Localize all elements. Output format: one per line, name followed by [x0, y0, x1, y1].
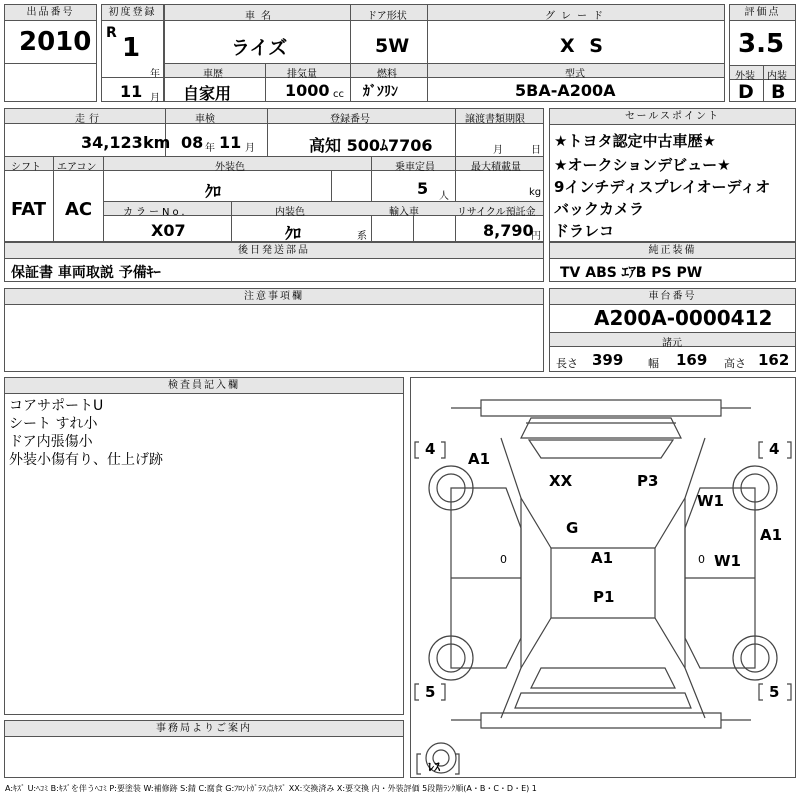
inspector-line: 外装小傷有り、仕上げ跡 — [9, 452, 163, 468]
grade-label: グレード — [545, 11, 609, 22]
ext-label: 外装 — [735, 71, 755, 82]
hgt-label: 高さ — [724, 357, 746, 370]
spare-tire: ﾚｽ — [428, 760, 441, 774]
recycle-label: リサイクル預託金 — [457, 207, 536, 218]
capacity-label: 乗車定員 — [395, 162, 435, 173]
sales-point: ★オークションデビュー★ — [554, 156, 731, 174]
capacity-unit: 人 — [439, 191, 449, 202]
car-outline-diagram — [411, 378, 795, 777]
int-color-unit: 系 — [357, 231, 367, 242]
capacity: 5 — [417, 179, 429, 198]
later-parts-label: 後日発送部品 — [5, 243, 543, 259]
reg-label: 初度登録 — [102, 5, 163, 21]
damage-mark: P3 — [637, 472, 659, 490]
shift-label: シフト — [11, 162, 41, 173]
damage-legend: A:ｷｽﾞ U:ﾍｺﾐ B:ｷｽﾞを伴うﾍｺﾐ P:要塗装 W:補修跡 S:錆 C:腐食 G:ﾌﾛﾝﾄｶﾞﾗｽ点ｷｽﾞ XX:交換済み X:要交換 内・外装評価 5段階ﾗﾝｸ順(A・B・C・D・E) 1 — [5, 784, 537, 793]
reg-year: 1 — [122, 33, 141, 63]
length: 399 — [592, 351, 624, 369]
notes-label: 注意事項欄 — [5, 289, 543, 305]
insp-month: 11 — [219, 133, 242, 152]
later-parts-box — [4, 242, 544, 282]
sales-point: 9インチディスプレイオーディオ — [554, 178, 771, 196]
disp-label: 排気量 — [287, 69, 317, 80]
tire-rl-depth: 5 — [425, 683, 436, 701]
damage-mark: W1 — [697, 492, 724, 510]
details-box — [4, 108, 544, 242]
grade: X S — [560, 35, 607, 57]
inspector-box — [4, 377, 404, 715]
sales-point: バックカメラ — [554, 200, 645, 218]
damage-mark: XX — [549, 472, 573, 490]
door: 5W — [375, 35, 410, 57]
color-no-label: カラーNo. — [123, 207, 188, 218]
ac: AC — [65, 199, 93, 220]
history-label: 車歴 — [203, 69, 223, 80]
month-unit: 月 — [150, 93, 160, 104]
genuine-label: 純正装備 — [550, 243, 795, 259]
score-box — [729, 4, 796, 102]
shift: FAT — [11, 199, 47, 220]
wid-label: 幅 — [648, 357, 659, 370]
recycle-unit: 円 — [531, 231, 541, 242]
sales-points-label: セールスポイント — [550, 109, 795, 125]
transfer-m: 月 — [493, 145, 503, 156]
damage-mark: W1 — [714, 552, 741, 570]
transfer-d: 日 — [531, 145, 541, 156]
load-label: 最大積載量 — [471, 162, 521, 173]
tire-fr-depth: 4 — [769, 440, 780, 458]
reg-era: R — [106, 25, 117, 41]
insp-year-unit: 年 — [205, 143, 215, 154]
chassis-number: A200A-0000412 — [594, 306, 773, 330]
zero-left: 0 — [500, 553, 507, 566]
car-diagram — [410, 377, 796, 778]
chassis-label: 車台番号 — [550, 289, 795, 305]
car-name: ライズ — [231, 37, 288, 59]
ext-color-label: 外装色 — [215, 162, 245, 173]
ext-color: ｸﾛ — [205, 182, 222, 201]
inspector-label: 検査員記入欄 — [5, 378, 403, 394]
reg-month: 11 — [120, 82, 143, 101]
fuel: ｶﾞｿﾘﾝ — [363, 84, 398, 100]
damage-mark: A1 — [760, 526, 783, 544]
import-label: 輸入車 — [389, 207, 419, 218]
mileage-label: 走行 — [75, 114, 103, 125]
sales-point: ドラレコ — [554, 222, 615, 240]
lot-box — [4, 4, 97, 102]
len-label: 長さ — [556, 357, 578, 370]
int-color: ｸﾛ — [285, 224, 302, 243]
model-label: 型式 — [565, 69, 585, 80]
int-color-label: 内装色 — [275, 207, 305, 218]
score: 3.5 — [738, 29, 785, 59]
tire-rr-depth: 5 — [769, 683, 780, 701]
insp-year: 08 — [181, 133, 204, 152]
damage-mark: G — [566, 519, 579, 537]
sales-points-box — [549, 108, 796, 242]
chassis-box — [549, 288, 796, 372]
fuel-label: 燃料 — [377, 69, 397, 80]
later-parts: 保証書 車両取説 予備ｷｰ — [11, 265, 161, 281]
plate: 高知 500ﾑ7706 — [309, 136, 433, 155]
office-label: 事務局よりご案内 — [5, 721, 403, 737]
score-label: 評価点 — [730, 5, 795, 21]
load-unit: kg — [529, 187, 542, 198]
recycle: 8,790 — [483, 221, 534, 240]
door-label: ドア形状 — [367, 11, 407, 22]
damage-mark: P1 — [593, 588, 615, 606]
main-header-box — [164, 4, 725, 102]
inspection-label: 車検 — [195, 114, 215, 125]
lot-label: 出品番号 — [5, 5, 96, 21]
int-label: 内装 — [767, 71, 787, 82]
year-unit: 年 — [150, 69, 160, 80]
sales-point: ★トヨタ認定中古車歴★ — [554, 132, 716, 150]
width: 169 — [676, 351, 708, 369]
model: 5BA-A200A — [515, 81, 616, 100]
notes-box — [4, 288, 544, 372]
office-box — [4, 720, 404, 778]
specs-label: 諸元 — [662, 338, 682, 349]
mileage-unit: km — [143, 133, 171, 152]
insp-month-unit: 月 — [245, 143, 255, 154]
mileage: 34,123 — [81, 133, 143, 152]
tire-fl-depth: 4 — [425, 440, 436, 458]
displacement: 1000 — [285, 81, 330, 100]
ac-label: エアコン — [57, 162, 97, 173]
inspector-line: コアサポートU — [9, 398, 104, 414]
inspector-line: ドア内張傷小 — [9, 434, 93, 450]
damage-mark: A1 — [591, 549, 614, 567]
disp-unit: cc — [333, 89, 344, 100]
damage-mark: A1 — [468, 450, 491, 468]
transfer-label: 譲渡書類期限 — [465, 114, 525, 125]
name-label: 車名 — [245, 11, 277, 22]
genuine-box — [549, 242, 796, 282]
registration-box — [101, 4, 164, 102]
height: 162 — [758, 351, 790, 369]
color-no: X07 — [151, 221, 186, 240]
inspector-line: シート すれ小 — [9, 416, 98, 432]
plate-label: 登録番号 — [330, 114, 370, 125]
int-grade: B — [771, 81, 786, 103]
ext-grade: D — [738, 81, 754, 103]
history: 自家用 — [183, 84, 232, 103]
zero-right: 0 — [698, 553, 705, 566]
genuine: TV ABS ｴｱB PS PW — [560, 265, 703, 281]
lot-number: 2010 — [19, 27, 92, 57]
